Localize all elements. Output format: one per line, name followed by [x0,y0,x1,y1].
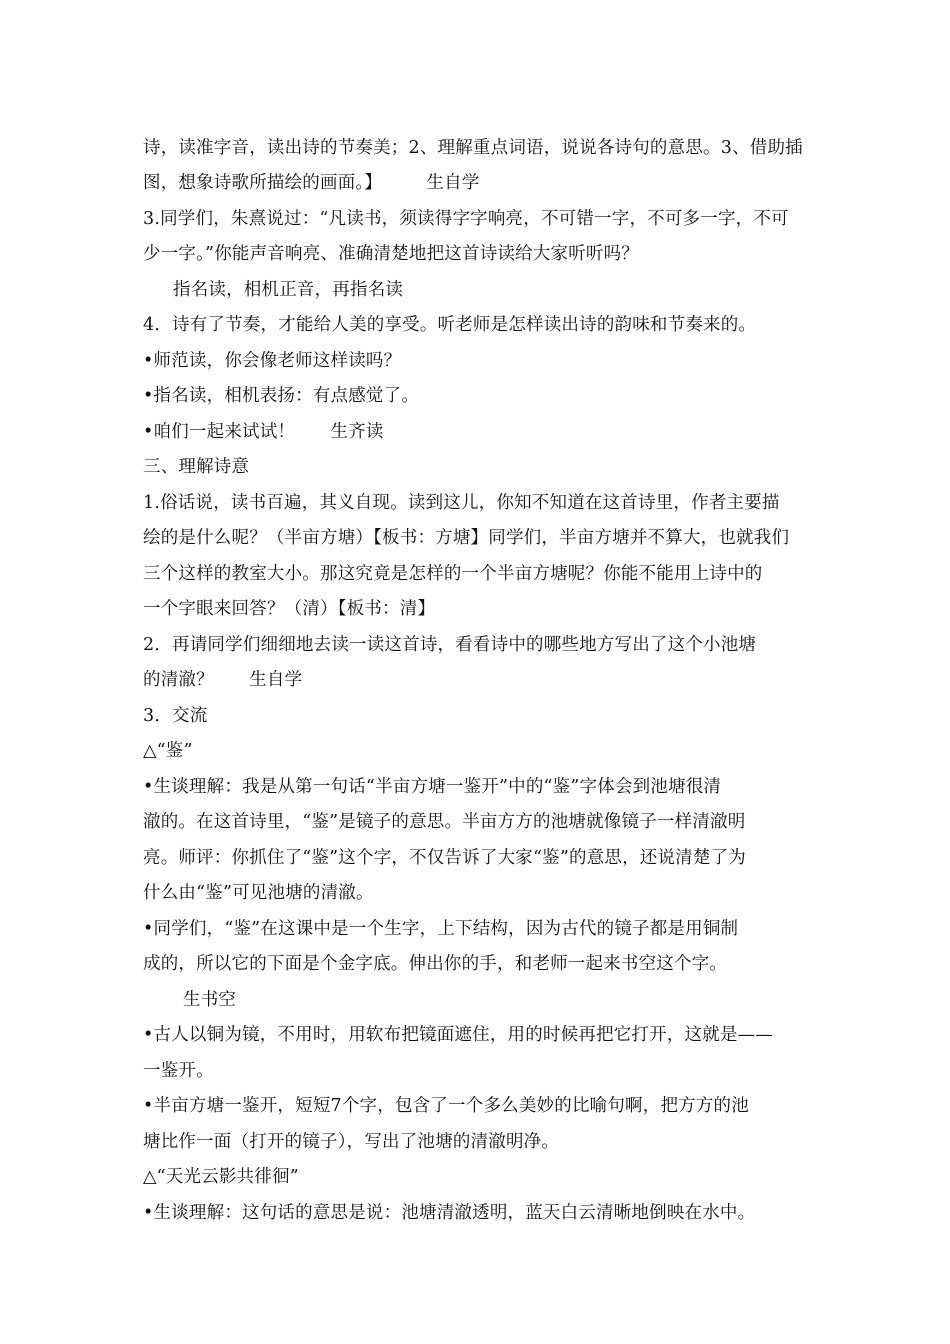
text-line: △“天光云影共徘徊” [143,1167,299,1187]
text-line: 什么由“鉴”可见池塘的清澈。 [143,883,374,903]
section-heading: 三、理解诗意 [143,457,250,477]
text-line: 塘比作一面（打开的镜子），写出了池塘的清澈明净。 [143,1132,560,1152]
text-line: •古人以铜为镜，不用时，用软布把镜面遮住，用的时候再把它打开，这就是—— [143,1025,774,1045]
text-line: 成的，所以它的下面是个金字底。伸出你的手，和老师一起来书空这个字。 [143,954,728,974]
text-line: 澈的。在这首诗里，“鉴”是镜子的意思。半亩方方的池塘就像镜子一样清澈明 [143,812,746,832]
text-line: 一个字眼来回答？（清）【板书：清】 [143,599,436,619]
text-line: •生谈理解：这句话的意思是说：池塘清澈透明，蓝天白云清晰地倒映在水中。 [143,1203,756,1223]
text-line: •咱们一起来试试！ 生齐读 [143,422,384,442]
text-line: 的清澈？ 生自学 [143,670,303,690]
text-line: 生书空 [183,990,237,1010]
text-line: 一鉴开。 [143,1061,214,1081]
text-line: 三个这样的教室大小。那这究竟是怎样的一个半亩方塘呢？你能不能用上诗中的 [143,564,763,584]
text-line: 指名读，相机正音，再指名读 [173,280,404,300]
text-line: △“鉴” [143,741,193,761]
text-line: 图，想象诗歌所描绘的画面。】 生自学 [143,173,480,193]
text-line: •指名读，相机表扬：有点感觉了。 [143,386,420,406]
text-line: •师范读，你会像老师这样读吗？ [143,351,402,371]
text-line: 2．再请同学们细细地去读一读这首诗，看看诗中的哪些地方写出了这个小池塘 [143,635,757,655]
text-line: 绘的是什么呢？（半亩方塘）【板书：方塘】同学们，半亩方塘并不算大，也就我们 [143,528,790,548]
text-line: 亮。师评：你抓住了“鉴”这个字，不仅告诉了大家“鉴”的意思，还说清楚了为 [143,848,746,868]
text-line: 诗，读准字音，读出诗的节奏美；2、理解重点词语，说说各诗句的意思。3、借助插 [143,138,803,158]
text-line: 3.同学们，朱熹说过：“凡读书，须读得字字响亮，不可错一字，不可多一字，不可 [143,209,789,229]
text-line: 少一字。”你能声音响亮、准确清楚地把这首诗读给大家听听吗？ [143,244,639,264]
text-line: 4．诗有了节奏，才能给人美的享受。听老师是怎样读出诗的韵味和节奏来的。 [143,315,757,335]
text-line: •生谈理解：我是从第一句话“半亩方塘一鉴开”中的“鉴”字体会到池塘很清 [143,777,722,797]
text-line: 3．交流 [143,706,208,726]
text-line: •半亩方塘一鉴开，短短7个字，包含了一个多么美妙的比喻句啊，把方方的池 [143,1096,749,1116]
text-line: •同学们，“鉴”在这课中是一个生字，上下结构，因为古代的镜子都是用铜制 [143,919,739,939]
text-line: 1.俗话说，读书百遍，其义自现。读到这儿，你知不知道在这首诗里，作者主要描 [143,493,780,513]
